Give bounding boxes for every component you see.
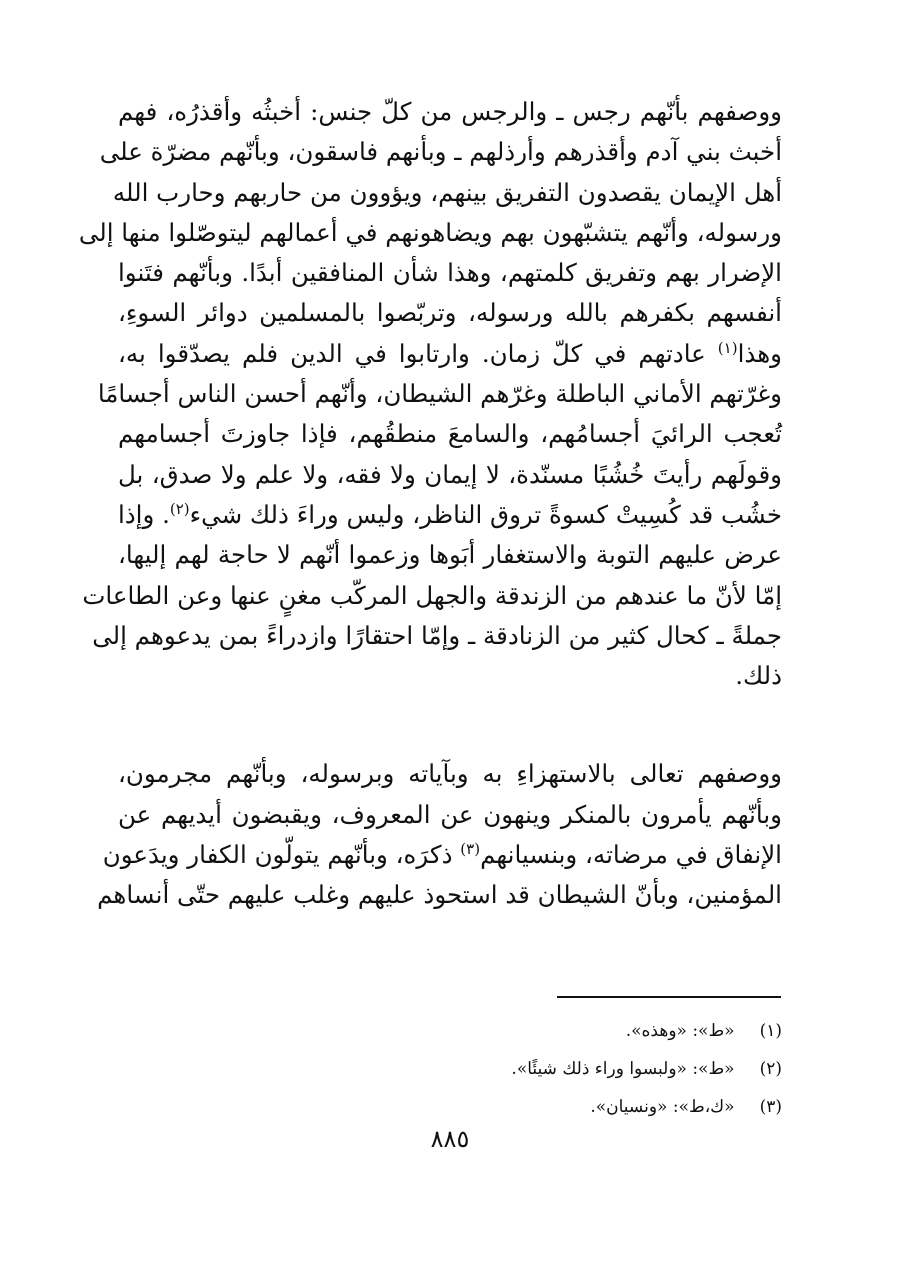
footnote-text: «ك،ط»: «ونسيان». [590,1097,735,1117]
text-fragment: الإنفاق في مرضاته، وبنسيانهم [480,840,782,870]
paragraph [97,754,782,915]
text-fragment: . وإذا [117,499,170,529]
text-line: وغرّتهم الأماني الباطلة وغرّهم الشيطان، وأنّهم أحسن الناس أجسامًا [97,379,782,409]
footnote-reference: (١) [717,338,738,357]
text-line: وقولَهم رأيتَ خُشُبًا مسنّدة، لا إيمان ولا فقه، ولا علم ولا صدق، بل [118,459,782,489]
footnote-number: (١) [759,1021,782,1041]
footnote-separator [557,996,781,998]
footnote-reference: (٣) [460,839,481,858]
footnote-number: (٢) [759,1059,782,1079]
footnote [400,1088,782,1126]
footnote-text: «ط»: «وهذه». [625,1021,735,1041]
page-number: ٨٨٥ [430,1125,470,1153]
text-line: المؤمنين، وبأنّ الشيطان قد استحوذ عليهم وغلب عليهم حتّى أنساهم [97,880,782,910]
text-line: أهل الإيمان يقصدون التفريق بينهم، ويؤوون من حاربهم وحارب الله [112,177,782,207]
footnote-number: (٣) [759,1097,782,1117]
text-line: عرض عليهم التوبة والاستغفار أبَوها وزعموا أنّهم لا حاجة لهم إليها، [118,540,782,570]
text-fragment: ذكرَه، وبأنّهم يتولّون الكفار ويدَعون [102,840,453,870]
footnotes [400,1012,782,1126]
text-line: ووصفهم تعالى بالاستهزاءِ به وبآياته وبرسوله، وبأنّهم مجرمون، [118,759,782,789]
paragraph [78,92,782,696]
footnote [400,1050,782,1088]
text-line: أنفسهم بكفرهم بالله ورسوله، وتربّصوا بالمسلمين دوائر السوءِ، [118,298,782,328]
text-line [102,835,782,875]
text-line: تُعجب الرائيَ أجسامُهم، والسامعَ منطقُهم، فإذا جاوزتَ أجسامهم [118,419,782,449]
page-body [78,92,782,916]
text-line [118,334,782,374]
footnote-reference: (٢) [169,499,190,518]
text-line: جملةً ـ كحال كثير من الزنادقة ـ وإمّا احتقارًا وازدراءً بمن يدعوهم إلى [92,620,782,650]
footnote-text: «ط»: «ولبسوا وراء ذلك شيئًا». [511,1059,735,1079]
text-line: أخبث بني آدم وأقذرهم وأرذلهم ـ وبأنهم فاسقون، وبأنّهم مضرّة على [99,137,782,167]
text-line: وبأنّهم يأمرون بالمنكر وينهون عن المعروف، ويقبضون أيديهم عن [118,799,782,829]
footnote [400,1012,782,1050]
text-line: ورسوله، وأنّهم يتشبّهون بهم ويضاهونهم في أعمالهم ليتوصّلوا منها إلى [78,217,782,247]
text-line: ووصفهم بأنّهم رجس ـ والرجس من كلّ جنس: أخبثُه وأقذرُه، فهم [118,97,782,126]
text-line: إمّا لأنّ ما عندهم من الزندقة والجهل المركّب مغنٍ عنها وعن الطاعات [82,580,782,610]
text-line: ذلك. [735,661,782,691]
text-line [118,495,782,535]
text-fragment: خشُب قد كُسِيتْ كسوةً تروق الناظر، وليس وراءَ ذلك شيء [189,499,782,529]
text-line: الإضرار بهم وتفريق كلمتهم، وهذا شأن المنافقين أبدًا. وبأنّهم فتَنوا [118,258,782,288]
text-fragment: عادتهم في كلّ زمان. وارتابوا في الدين فلم يصدّقوا به، [118,338,706,368]
text-fragment: وهذا [737,338,782,368]
